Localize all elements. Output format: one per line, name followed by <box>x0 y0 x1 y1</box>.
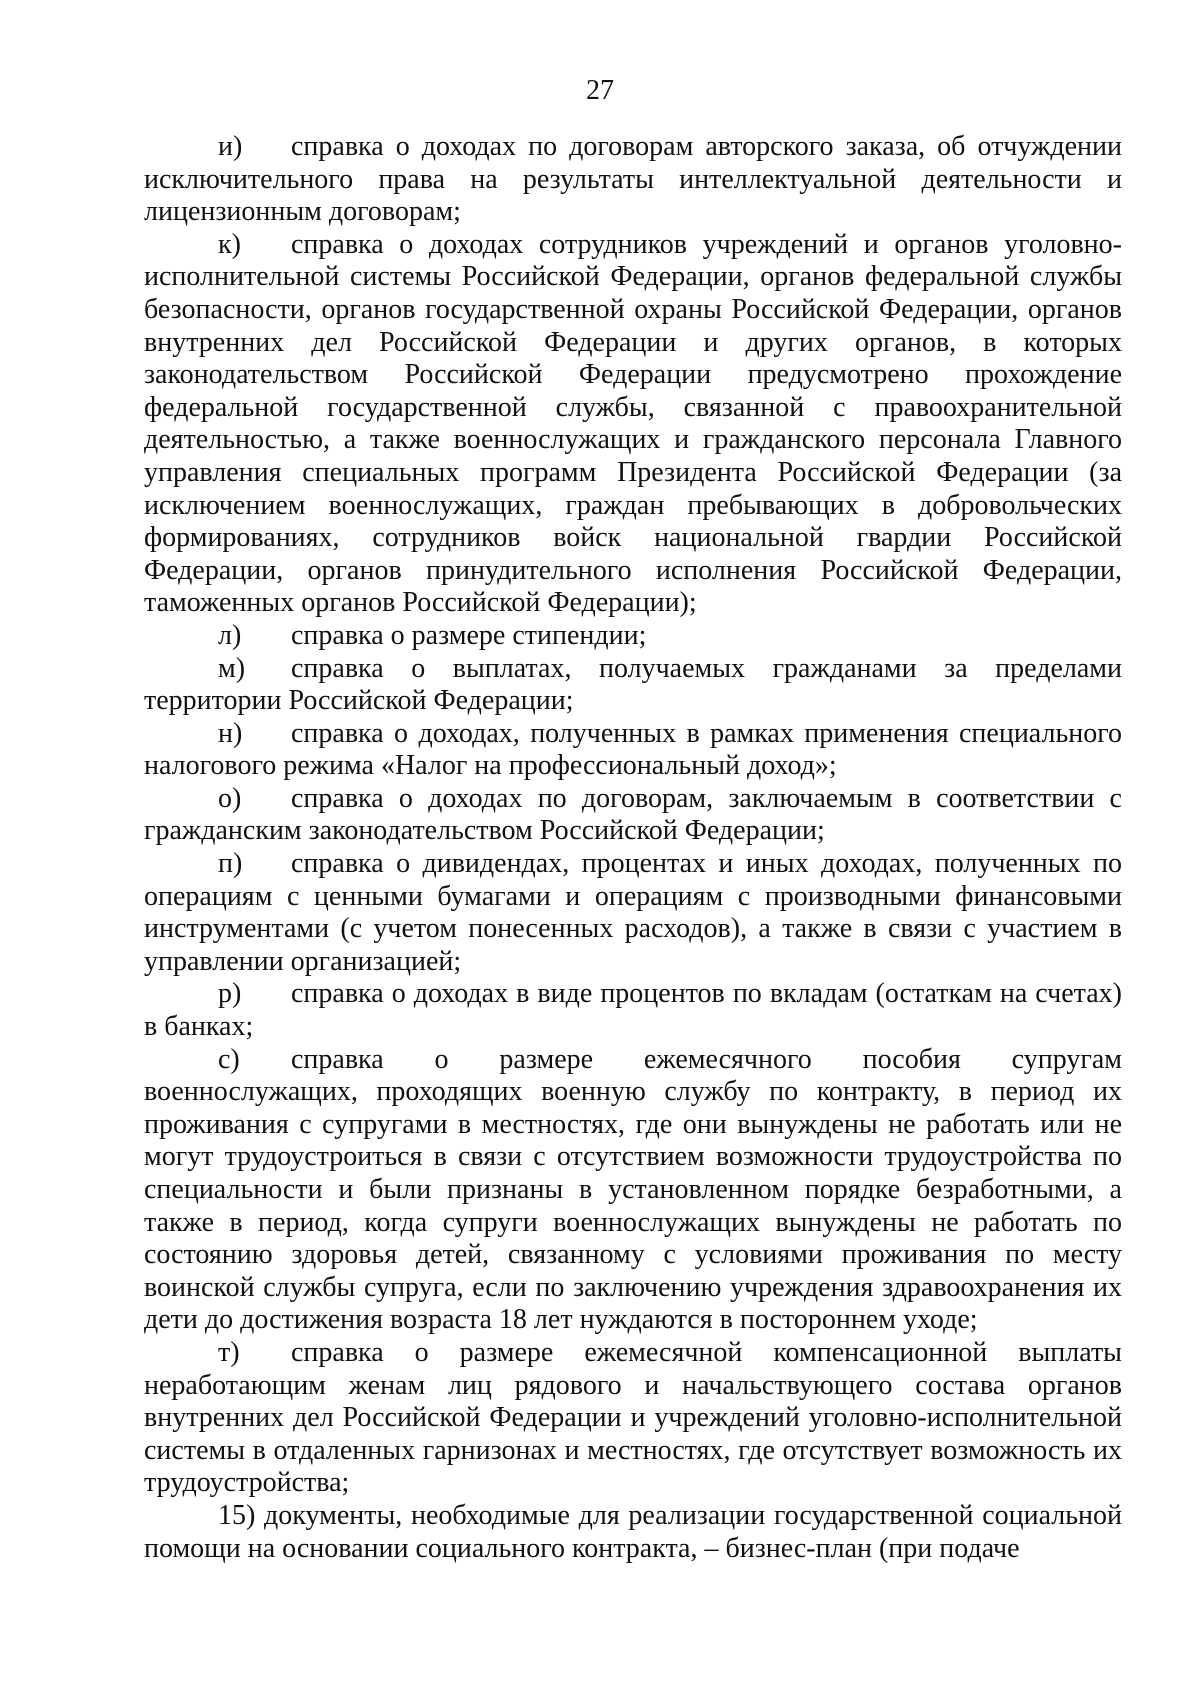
list-item-s <box>144 1044 1122 1337</box>
list-item-l <box>144 620 1122 653</box>
item-text: справка о доходах по договорам авторского заказа, об отчуждении исключительного права на результаты интеллектуальной деятельности и лицензионным договорам; <box>144 131 1122 228</box>
list-item-t <box>144 1337 1122 1500</box>
item-text: справка о размере стипендии; <box>291 619 647 651</box>
list-item-o <box>144 783 1122 848</box>
list-item-n <box>144 718 1122 783</box>
item-marker: м) <box>218 652 246 684</box>
item-marker: т) <box>218 1336 240 1368</box>
list-item-i <box>144 131 1122 229</box>
list-item-r <box>144 978 1122 1043</box>
paragraph-15: 15) документы, необходимые для реализации государственной социальной помощи на основании социального контракта, – бизнес-план (при подаче <box>144 1499 1122 1564</box>
item-marker: и) <box>218 131 243 162</box>
list-item-m <box>144 653 1122 718</box>
item-marker: р) <box>218 978 242 1010</box>
item-text: справка о выплатах, получаемых гражданами за пределами территории Российской Федерации; <box>144 652 1122 717</box>
item-marker: с) <box>218 1043 240 1075</box>
item-text: справка о размере ежемесячной компенсационной выплаты неработающим женам лиц рядового и начальствующего состава органов внутренних дел Российской Федерации и учреждений уголовно-исполнительной системы в отдаленных гарнизонах и местностях, где отсутствует возможность их трудоустройства; <box>144 1336 1122 1499</box>
item-marker: о) <box>218 782 242 814</box>
item-text: справка о доходах сотрудников учреждений и органов уголовно-исполнительной системы Российской Федерации, органов федеральной службы безопасности, органов государственной охраны Российской Федерации, органов внутренних дел Российской Федерации и других органов, в которых законодательством Российской Федерации предусмотрено прохождение федеральной государственной службы, связанной с правоохранительной деятельностью, а также военнослужащих и гражданского персонала Главного управления специальных программ Президента Российской Федерации (за исключением военнослужащих, граждан пребывающих в добровольческих формированиях, сотрудников войск национальной гвардии Российской Федерации, органов принудительного исполнения Российской Федерации, таможенных органов Российской Федерации); <box>144 228 1122 619</box>
item-marker: п) <box>218 848 243 880</box>
item-marker: л) <box>218 619 242 651</box>
item-text: справка о доходах, полученных в рамках применения специального налогового режима «Налог на профессиональный доход»; <box>144 717 1122 782</box>
item-text: справка о доходах по договорам, заключаемым в соответствии с гражданским законодательством Российской Федерации; <box>144 782 1122 847</box>
item-marker: н) <box>218 717 243 749</box>
document-body <box>144 131 1122 1565</box>
item-marker: к) <box>218 228 241 260</box>
list-item-k <box>144 229 1122 620</box>
list-item-p <box>144 848 1122 978</box>
item-text: справка о доходах в виде процентов по вкладам (остаткам на счетах) в банках; <box>144 978 1122 1043</box>
item-text: справка о дивидендах, процентах и иных доходах, полученных по операциям с ценными бумагами и операциям с производными финансовыми инструментами (с учетом понесенных расходов), а также в связи с участием в управлении организацией; <box>144 848 1122 977</box>
item-text: справка о размере ежемесячного пособия супругам военнослужащих, проходящих военную службу по контракту, в период их проживания с супругами в местностях, где они вынуждены не работать или не могут трудоустроиться в связи с отсутствием возможности трудоустройства по специальности и были признаны в установленном порядке безработными, а также в период, когда супруги военнослужащих вынуждены не работать по состоянию здоровья детей, связанному с условиями проживания по месту воинской службы супруга, если по заключению учреждения здравоохранения их дети до достижения возраста 18 лет нуждаются в постороннем уходе; <box>144 1043 1122 1336</box>
page-number: 27 <box>586 75 614 106</box>
